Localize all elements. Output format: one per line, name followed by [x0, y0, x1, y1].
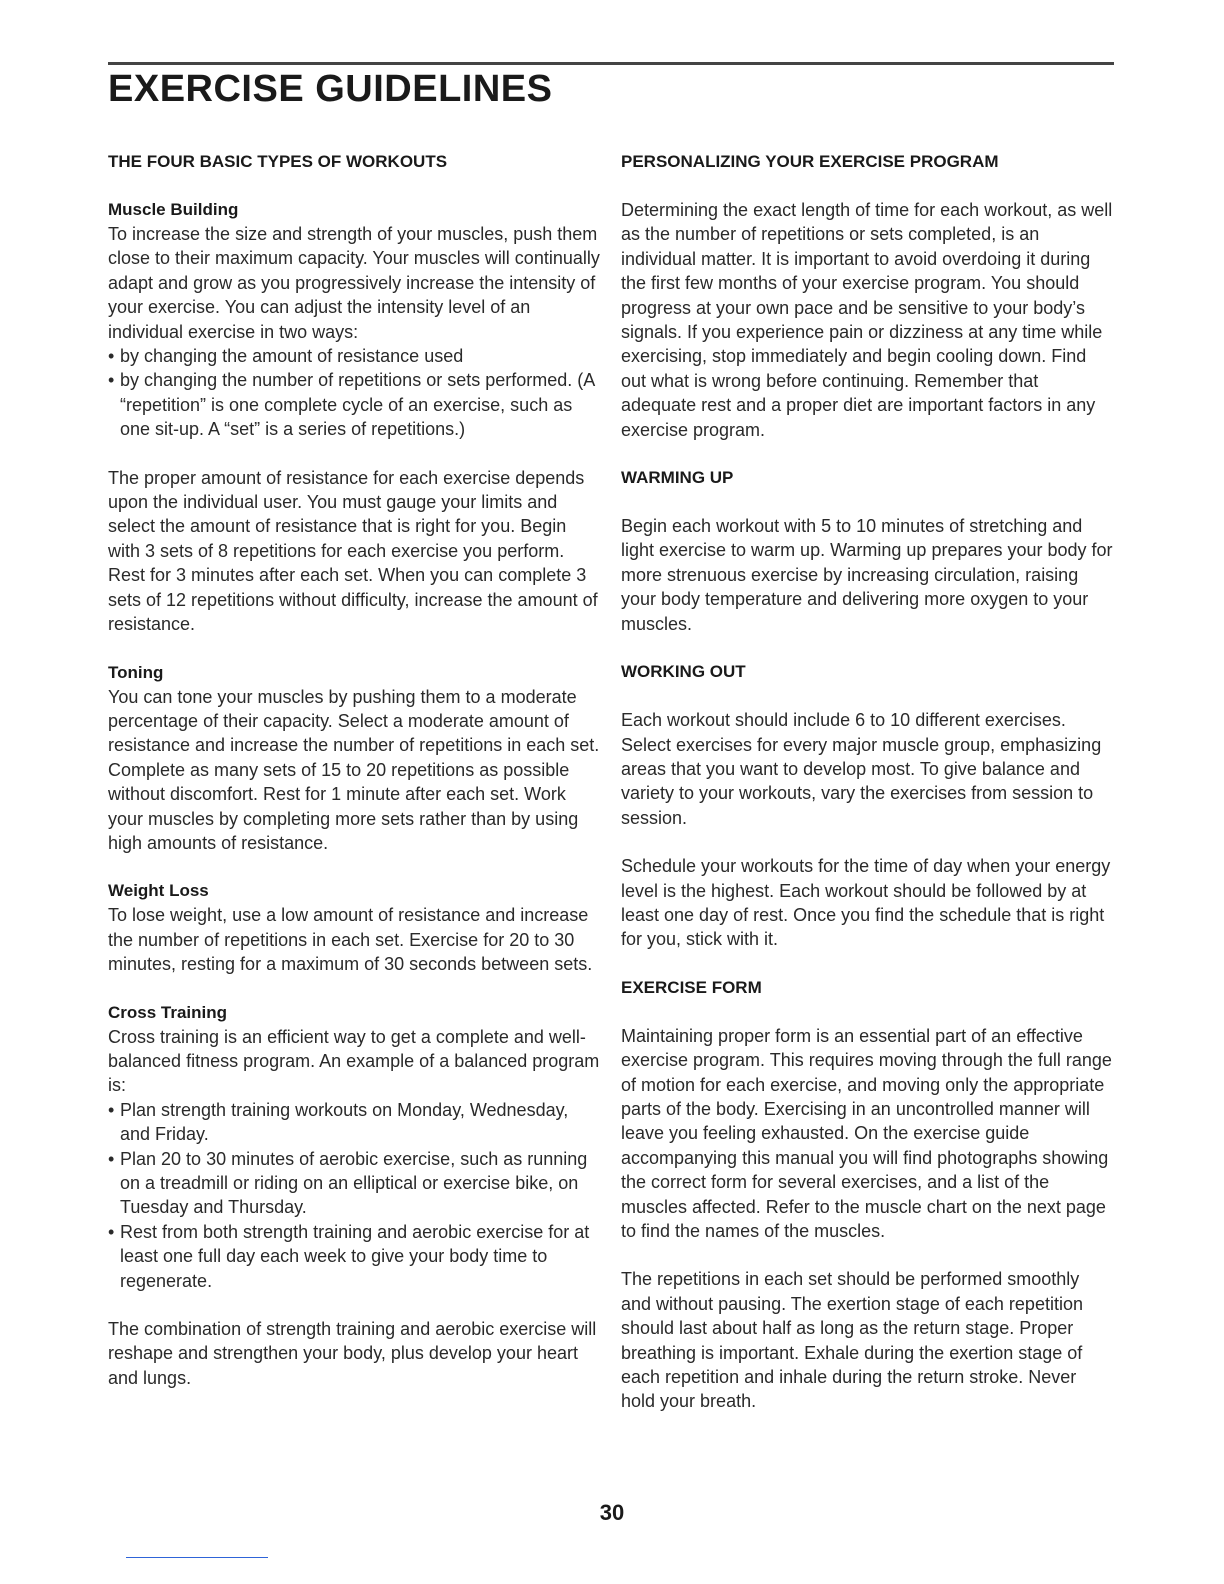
- muscle-building-intro: To increase the size and strength of your muscles, push them close to their maximum capacity. Your muscles will continually adapt and grow as you progressively increase the intensity of your exercise. You can adjust the intensity level of an individual exercise in two ways:: [108, 224, 600, 342]
- subheading-toning: Toning: [108, 662, 164, 682]
- muscle-building-bullets: [108, 344, 600, 442]
- section-heading-personalizing: PERSONALIZING YOUR EXERCISE PROGRAM: [621, 152, 999, 171]
- footer-underline: [126, 1557, 268, 1558]
- list-item: • Plan strength training workouts on Monday, Wednesday, and Friday.: [108, 1098, 600, 1147]
- section-heading-warming-up: WARMING UP: [621, 468, 734, 488]
- weight-loss-paragraph: To lose weight, use a low amount of resistance and increase the number of repetitions in each set. Exercise for 20 to 30 minutes, resting for a maximum of 30 seconds between sets.: [108, 905, 593, 975]
- subheading-weight-loss: Weight Loss: [108, 881, 209, 901]
- cross-training-bullets: [108, 1098, 600, 1293]
- section-heading-working-out: WORKING OUT: [621, 662, 746, 682]
- list-item: • Plan 20 to 30 minutes of aerobic exercise, such as running on a treadmill or riding on an elliptical or exercise bike, on Tuesday and Thursday.: [108, 1147, 600, 1220]
- section-heading-exercise-form: EXERCISE FORM: [621, 977, 762, 997]
- working-out-paragraph-1: Each workout should include 6 to 10 different exercises. Select exercises for every major muscle group, emphasizing areas that you want to develop most. To give balance and variety to your workouts, vary the exercises from session to session.: [621, 710, 1102, 828]
- left-column: [108, 150, 600, 1390]
- page-title: EXERCISE GUIDELINES: [108, 68, 553, 110]
- cross-training-closing: The combination of strength training and aerobic exercise will reshape and strengthen your body, plus develop your heart and lungs.: [108, 1319, 597, 1388]
- exercise-form-paragraph-2: The repetitions in each set should be performed smoothly and without pausing. The exertion stage of each repetition should last about half as long as the return stage. Proper breathing is important. Exhale during the exertion stage of each repetition and inhale during the return stroke. Never hold your breath.: [621, 1269, 1083, 1412]
- right-column: [621, 150, 1113, 1414]
- cross-training-intro: Cross training is an efficient way to get a complete and well-balanced fitness program. An example of a balanced program is:: [108, 1026, 600, 1096]
- list-item: • by changing the amount of resistance used: [108, 344, 600, 368]
- personalizing-paragraph: Determining the exact length of time for each workout, as well as the number of repetitions or sets completed, is an individual matter. It is important to avoid overdoing it during the first few months of your exercise program. You should progress at your own pace and be sensitive to your body’s signals. If you experience pain or dizziness at any time while exercising, stop immediately and begin cooling down. Find out what is wrong before continuing. Remember that adequate rest and a proper diet are important factors in any exercise program.: [621, 200, 1113, 440]
- title-rule: [108, 62, 1114, 65]
- subheading-cross-training: Cross Training: [108, 1002, 228, 1022]
- warming-up-paragraph: Begin each workout with 5 to 10 minutes of stretching and light exercise to warm up. Warming up prepares your body for more strenuous exercise by increasing circulation, raising your body temperature and delivering more oxygen to your muscles.: [621, 516, 1113, 634]
- muscle-building-paragraph: The proper amount of resistance for each exercise depends upon the individual user. You must gauge your limits and select the amount of resistance that is right for you. Begin with 3 sets of 8 repetitions for each exercise you perform. Rest for 3 minutes after each set. When you can complete 3 sets of 12 repetitions without difficulty, increase the amount of resistance.: [108, 467, 598, 635]
- list-item: • Rest from both strength training and aerobic exercise for at least one full day each week to give your body time to regenerate.: [108, 1220, 600, 1293]
- page-number: 30: [599, 1500, 625, 1525]
- working-out-paragraph-2: Schedule your workouts for the time of day when your energy level is the highest. Each workout should be followed by at least one day of rest. Once you find the schedule that is right for you, stick with it.: [621, 856, 1111, 950]
- exercise-form-paragraph-1: Maintaining proper form is an essential part of an effective exercise program. This requires moving through the full range of motion for each exercise, and moving only the appropriate parts of the body. Exercising in an uncontrolled manner will leave you feeling exhausted. On the exercise guide accompanying this manual you will find photographs showing the correct form for several exercises, and a list of the muscles affected. Refer to the muscle chart on the next page to find the names of the muscles.: [621, 1025, 1112, 1241]
- subheading-muscle-building: Muscle Building: [108, 200, 239, 219]
- toning-paragraph: You can tone your muscles by pushing them to a moderate percentage of their capacity. Select a moderate amount of resistance and increase the number of repetitions in each set. Complete as many sets of 15 to 20 repetitions as possible without discomfort. Rest for 1 minute after each set. Work your muscles by completing more sets rather than by using high amounts of resistance.: [108, 686, 600, 853]
- section-heading-workout-types: THE FOUR BASIC TYPES OF WORKOUTS: [108, 152, 448, 171]
- list-item: • by changing the number of repetitions or sets performed. (A “repetition” is one complete cycle of an exercise, such as one sit-up. A “set” is a series of repetitions.): [108, 368, 600, 441]
